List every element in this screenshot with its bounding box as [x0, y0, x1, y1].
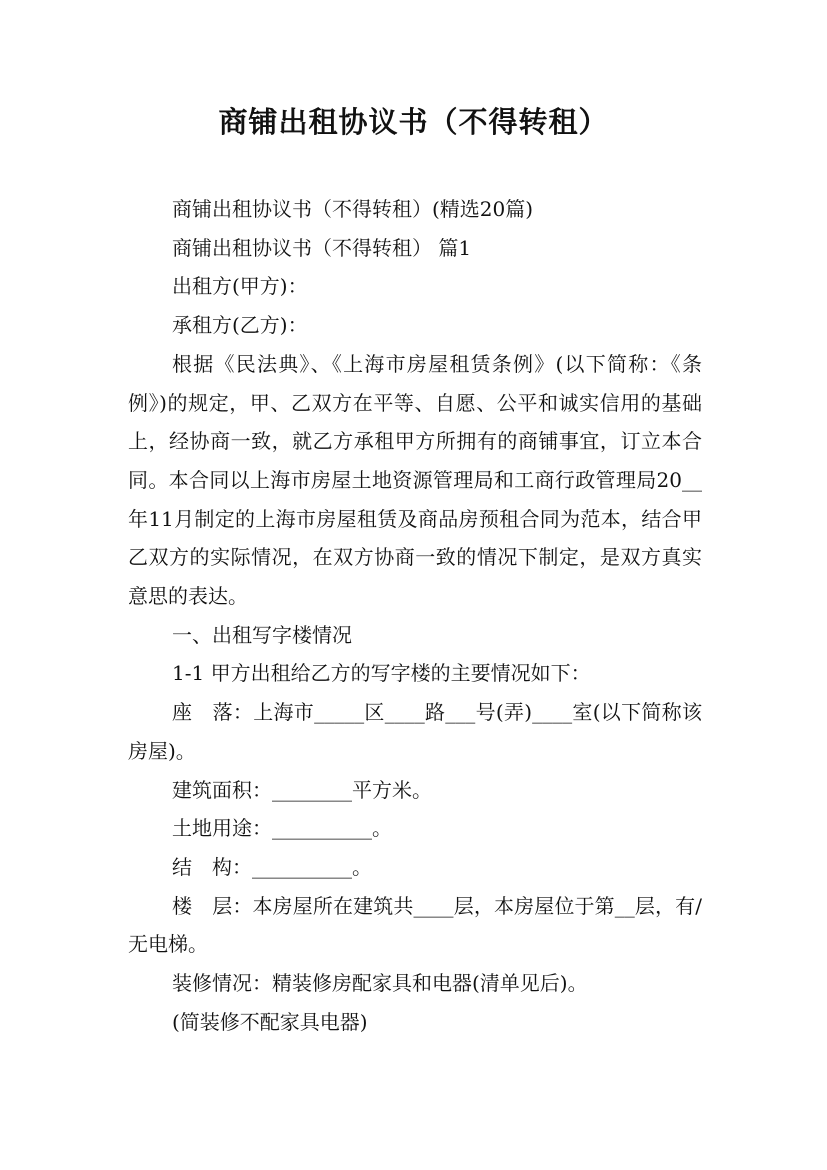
paragraph-structure: 结 构：__________。	[172, 854, 372, 879]
paragraph-subtitle: 商铺出租协议书（不得转租）(精选20篇)	[172, 197, 534, 221]
paragraph-lessor: 出租方(甲方)：	[172, 274, 308, 299]
document-body	[128, 190, 702, 1041]
paragraph-clause-heading: 一、出租写字楼情况	[172, 622, 352, 647]
document-title: 商铺出租协议书（不得转租）	[218, 105, 609, 139]
paragraph-land-use: 土地用途：__________。	[172, 816, 392, 841]
paragraph-location: 座 落：上海市_____区____路___号(弄)____室(以下简称该房屋)。	[128, 700, 702, 763]
paragraph-floor-area: 建筑面积：________平方米。	[172, 777, 432, 802]
paragraph-floor: 楼 层：本房屋所在建筑共____层，本房屋位于第__层，有/无电梯。	[128, 893, 702, 957]
paragraph-lessee: 承租方(乙方)：	[172, 313, 308, 338]
paragraph-clause-1-1: 1-1 甲方出租给乙方的写字楼的主要情况如下：	[172, 661, 591, 686]
paragraph-preamble: 根据《民法典》、《上海市房屋租赁条例》(以下简称：《条例》)的规定，甲、乙双方在平等、自愿、公平和诚实信用的基础上，经协商一致，就乙方承租甲方所拥有的商铺事宜，订立本合同。本合同以上海市房屋土地资源管理局和工商行政管理局20__年11月制定的上海市房屋租赁及商品房预租合同为范本，结合甲乙双方的实际情况，在双方协商一致的情况下制定，是双方真实意思的表达。	[128, 351, 702, 609]
paragraph-decoration: 装修情况：精装修房配家具和电器(清单见后)。	[172, 971, 588, 996]
paragraph-section-heading: 商铺出租协议书（不得转租） 篇1	[172, 235, 472, 260]
paragraph-decoration-note: (简装修不配家具电器)	[172, 1009, 368, 1034]
